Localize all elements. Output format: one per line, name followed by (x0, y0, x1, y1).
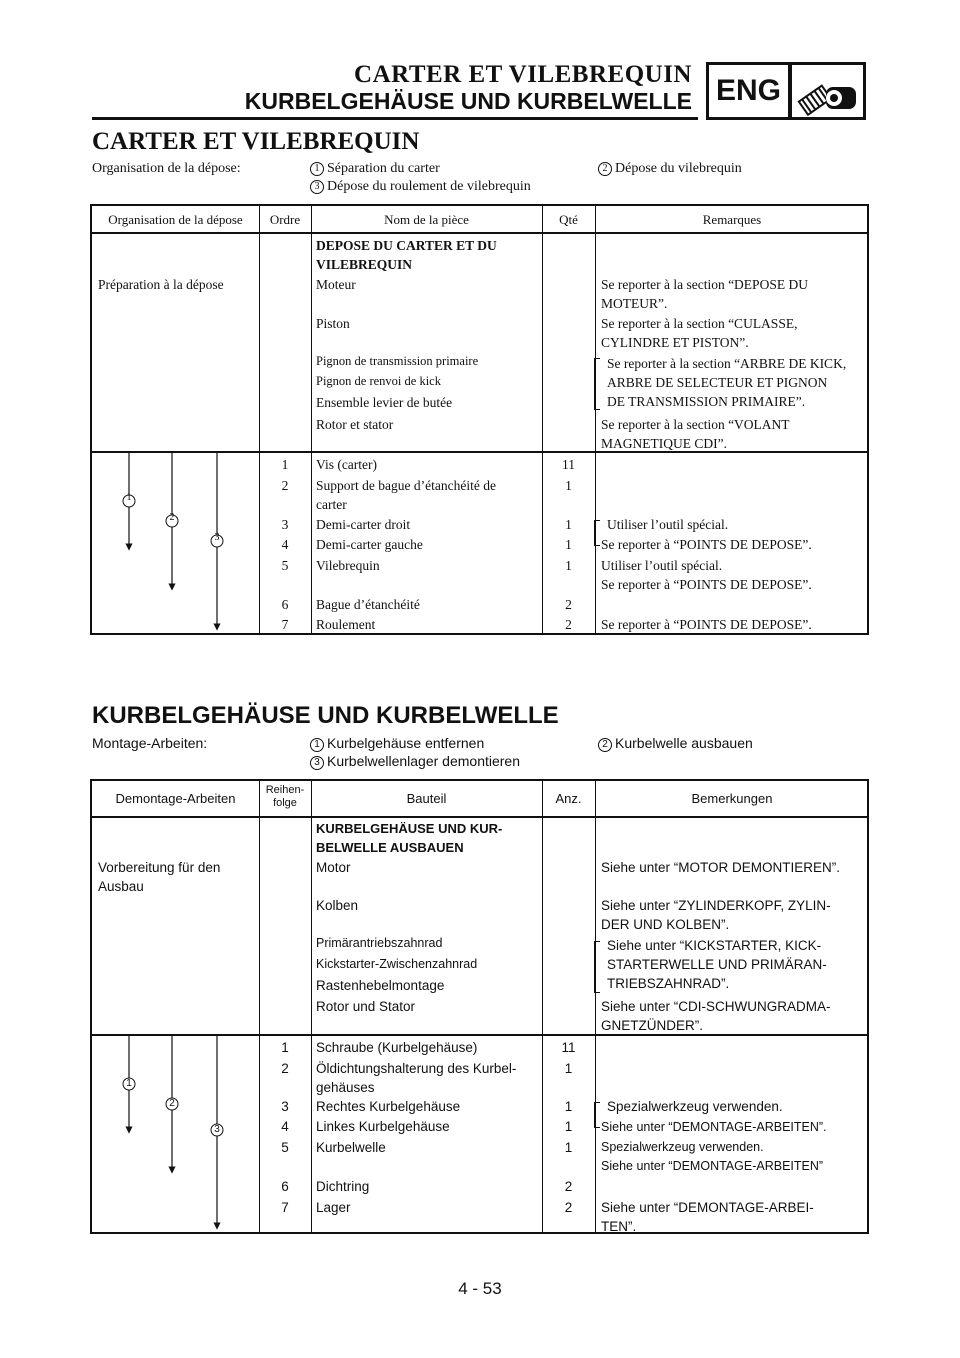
row-order: 5 (281, 1140, 289, 1155)
prep-remark: Siehe unter “ZYLINDERKOPF, ZYLIN- DER UND KOLBEN”. (601, 898, 831, 932)
org-label-fr: Organisation de la dépose: (92, 161, 241, 176)
row-remark: Utiliser l’outil spécial. Se reporter à “POINTS DE DEPOSE”. (601, 558, 812, 592)
row-order: 4 (281, 1119, 289, 1134)
row-order: 6 (281, 1179, 289, 1194)
col-header: Organisation de la dépose (108, 212, 243, 227)
prep-item: Kolben (316, 898, 359, 913)
step-2-de: 2 Kurbelwelle ausbauen (598, 735, 753, 752)
section-title-de: KURBELGEHÄUSE UND KURBELWELLE (92, 702, 559, 729)
step-3-fr: 3 Dépose du roulement de vilebrequin (310, 179, 531, 195)
org-label-de: Montage-Arbeiten: (92, 735, 208, 751)
row-name: Roulement (316, 617, 376, 632)
prep-item: Primärantriebszahnrad (316, 936, 443, 950)
prep-remark: Se reporter à la section “VOLANT MAGNETIQUE CDI”. (601, 417, 790, 451)
header-title-fr: CARTER ET VILEBREQUIN (354, 61, 692, 88)
eng-badge: ENG (706, 62, 791, 120)
row-qty: 1 (565, 537, 572, 552)
row-qty: 11 (561, 1040, 576, 1055)
row-order: 5 (281, 558, 289, 573)
row-order: 1 (281, 1040, 289, 1055)
col-header: Remarques (702, 212, 762, 227)
row-remark: Utiliser l’outil spécial. (607, 517, 729, 532)
row-qty: 1 (564, 1099, 573, 1114)
col-header: Demontage-Arbeiten (115, 791, 236, 806)
removal-table-fr (90, 204, 869, 635)
row-qty: 1 (564, 1140, 573, 1155)
row-name: Vilebrequin (316, 558, 380, 573)
row-order: 1 (281, 457, 289, 472)
marker-1: 1 (126, 492, 132, 503)
prep-label: Vorbereitung für den Ausbau (98, 860, 221, 894)
row-qty: 2 (564, 1179, 573, 1194)
row-name: Kurbelwelle (316, 1140, 386, 1155)
row-order: 7 (281, 617, 289, 632)
prep-remark: Siehe unter “CDI-SCHWUNGRADMA- GNETZÜNDER”. (601, 999, 831, 1033)
header-rule (92, 117, 698, 120)
marker-3: 3 (214, 532, 220, 543)
row-qty: 1 (565, 558, 572, 573)
row-name: Dichtring (316, 1179, 370, 1194)
row-name: Support de bague d’étanchéité de carter (316, 478, 496, 512)
prep-item: Motor (316, 860, 351, 875)
col-header: Ordre (269, 212, 301, 227)
col-header: Bauteil (406, 791, 447, 806)
row-qty: 2 (565, 597, 572, 612)
row-name: Vis (carter) (316, 457, 378, 472)
row-qty: 1 (564, 1119, 573, 1134)
page-number: 4 - 53 (458, 1279, 502, 1298)
removal-table-de (90, 779, 869, 1234)
row-remark: Se reporter à “POINTS DE DEPOSE”. (601, 537, 812, 552)
row-name: Schraube (Kurbelgehäuse) (316, 1040, 478, 1055)
row-name: Demi-carter gauche (316, 537, 423, 552)
marker-3: 3 (214, 1124, 220, 1135)
marker-2: 2 (169, 512, 175, 523)
col-header: Qté (559, 212, 578, 227)
prep-remark: Siehe unter “MOTOR DEMONTIEREN”. (601, 860, 841, 875)
order-arrows (92, 451, 259, 635)
prep-item: Kickstarter-Zwischenzahnrad (316, 957, 478, 971)
section-title-fr: CARTER ET VILEBREQUIN (92, 128, 420, 155)
prep-item: Piston (316, 316, 350, 331)
row-order: 3 (281, 1099, 289, 1114)
step-1-fr: 1 Séparation du carter (310, 161, 440, 177)
prep-item: Rotor et stator (316, 417, 394, 432)
row-name: Lager (316, 1200, 351, 1215)
marker-1: 1 (126, 1078, 132, 1089)
row-remark: Siehe unter “DEMONTAGE-ARBEITEN”. (601, 1120, 827, 1134)
prep-title: DEPOSE DU CARTER ET DU VILEBREQUIN (316, 238, 497, 272)
row-order: 7 (281, 1200, 289, 1215)
prep-item: Pignon de transmission primaire (316, 354, 479, 368)
step-3-de: 3 Kurbelwellenlager demontieren (310, 753, 520, 770)
row-remark: Spezialwerkzeug verwenden. Siehe unter “DEMONTAGE-ARBEITEN” (601, 1140, 824, 1173)
prep-item: Ensemble levier de butée (316, 395, 453, 410)
row-remark: Siehe unter “DEMONTAGE-ARBEI- TEN”. (601, 1200, 814, 1234)
row-qty: 2 (564, 1200, 573, 1215)
col-header: Bemerkungen (691, 791, 773, 806)
prep-remark: Se reporter à la section “CULASSE, CYLINDRE ET PISTON”. (601, 316, 798, 350)
row-qty: 1 (565, 478, 572, 493)
row-qty: 1 (565, 517, 572, 532)
row-name: Rechtes Kurbelgehäuse (316, 1099, 461, 1114)
col-header: Reihen- folge (265, 784, 305, 809)
step-1-de: 1 Kurbelgehäuse entfernen (310, 735, 484, 752)
row-order: 6 (281, 597, 289, 612)
step-2-fr: 2 Dépose du vilebrequin (598, 161, 742, 177)
prep-remark: Se reporter à la section “DEPOSE DU MOTEUR”. (601, 277, 808, 311)
row-qty: 2 (565, 617, 572, 632)
row-name: Bague d’étanchéité (316, 597, 420, 612)
row-qty: 11 (562, 457, 575, 472)
prep-remark: Siehe unter “KICKSTARTER, KICK- STARTERWELLE UND PRIMÄRAN- TRIEBSZAHNRAD”. (607, 938, 827, 991)
marker-2: 2 (169, 1098, 175, 1109)
row-name: Öldichtungshalterung des Kurbel- gehäuses (316, 1061, 517, 1095)
row-order: 2 (281, 1061, 289, 1076)
prep-item: Rastenhebelmontage (316, 978, 445, 993)
header-title-de: KURBELGEHÄUSE UND KURBELWELLE (244, 88, 692, 114)
prep-title: KURBELGEHÄUSE UND KUR- BELWELLE AUSBAUEN (316, 821, 503, 855)
col-header: Anz. (555, 791, 582, 806)
row-name: Linkes Kurbelgehäuse (316, 1119, 450, 1134)
row-qty: 1 (564, 1061, 573, 1076)
wrench-bolt-icon (789, 62, 866, 120)
row-order: 4 (281, 537, 289, 552)
col-header: Nom de la pièce (384, 212, 469, 227)
prep-label: Préparation à la dépose (98, 277, 224, 292)
row-remark: Spezialwerkzeug verwenden. (607, 1099, 783, 1114)
row-order: 3 (281, 517, 289, 532)
prep-item: Moteur (316, 277, 356, 292)
prep-item: Pignon de renvoi de kick (316, 374, 441, 388)
row-order: 2 (281, 478, 289, 493)
row-remark: Se reporter à “POINTS DE DEPOSE”. (601, 617, 812, 632)
order-arrows (92, 1034, 259, 1234)
row-name: Demi-carter droit (316, 517, 411, 532)
prep-remark: Se reporter à la section “ARBRE DE KICK, ARBRE DE SELECTEUR ET PIGNON DE TRANSMISSION PRIMAIRE”. (607, 356, 847, 409)
prep-item: Rotor und Stator (316, 999, 416, 1014)
